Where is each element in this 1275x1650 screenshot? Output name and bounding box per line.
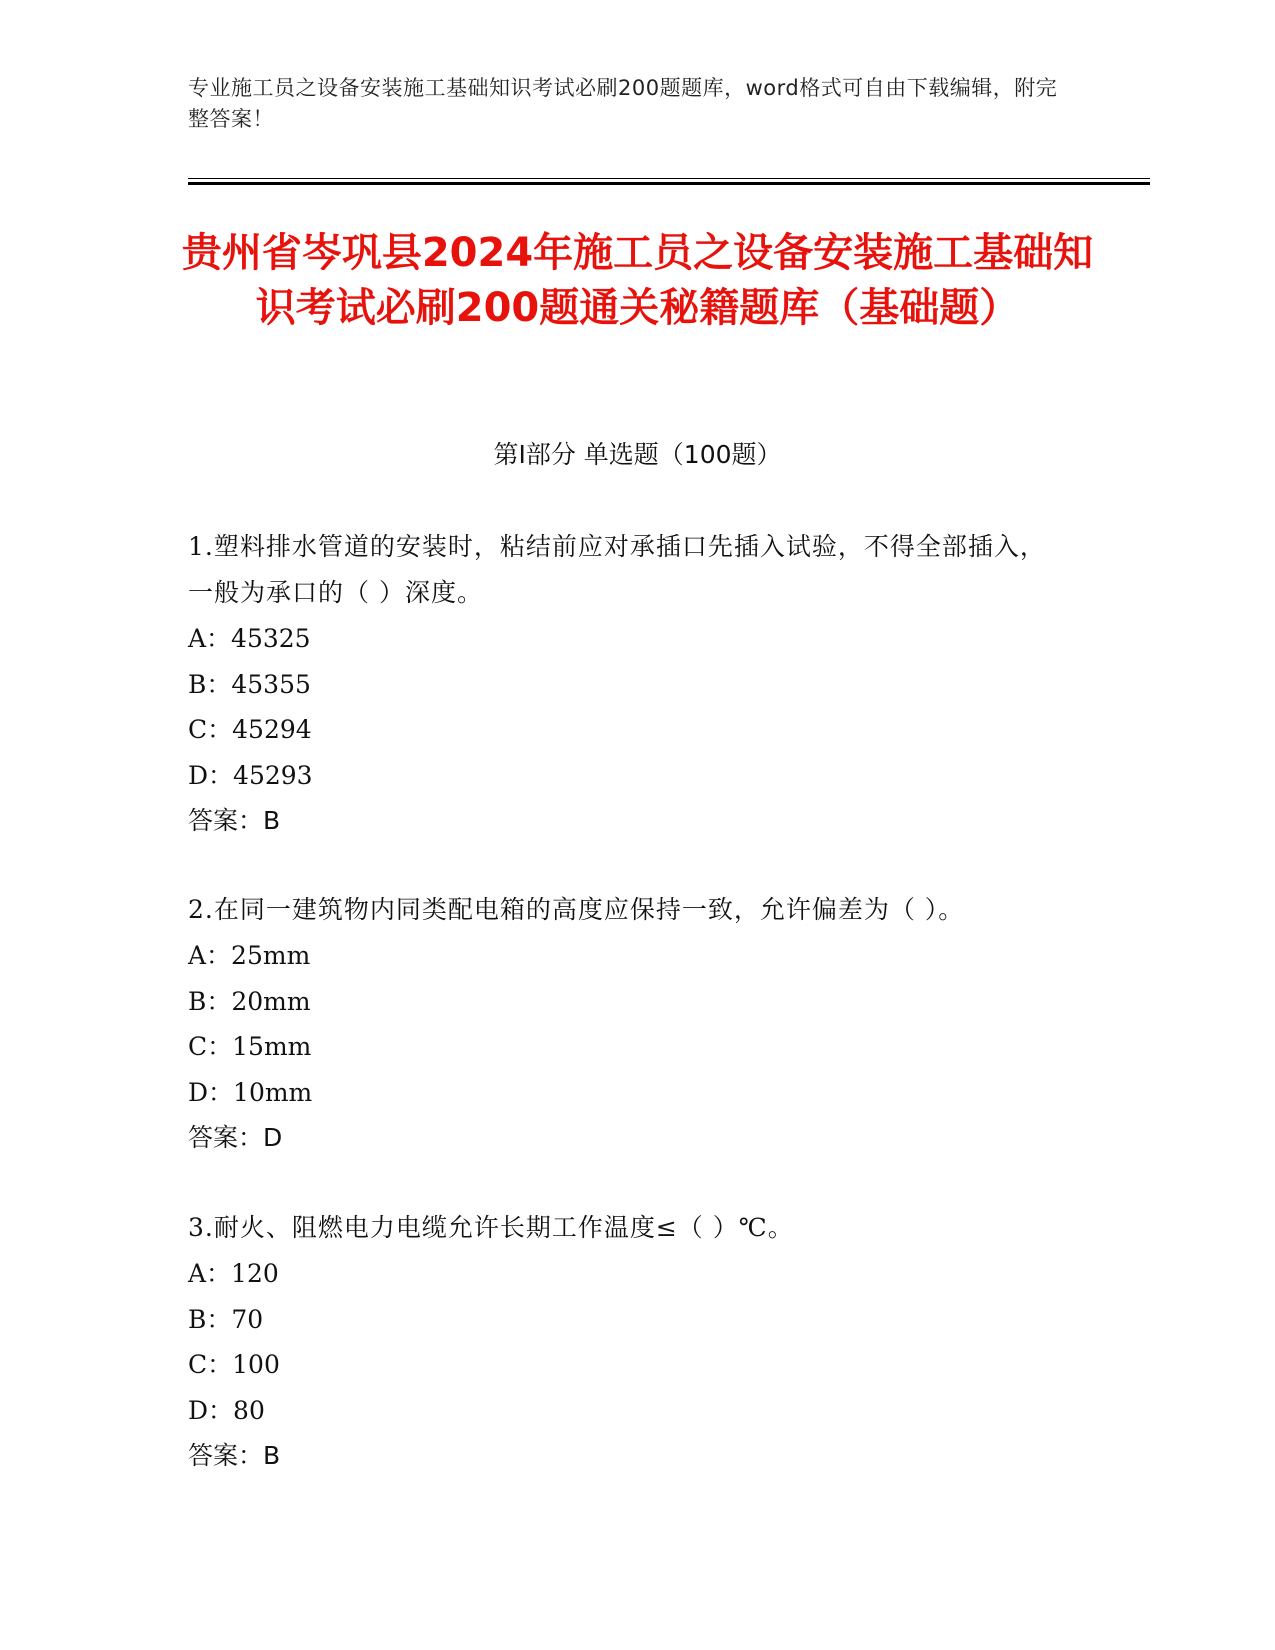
option-c: C：45294 [188, 715, 312, 744]
option-d: D：80 [188, 1395, 265, 1425]
document-title: 贵州省岑巩县2024年施工员之设备安装施工基础知识考试必刷200题通关秘籍题库（基础题） [181, 230, 1094, 331]
question-text: 2.在同一建筑物内同类配电箱的高度应保持一致，允许偏差为（ ）。 [188, 895, 965, 924]
header-note: 专业施工员之设备安装施工基础知识考试必刷200题题库，word格式可自由下载编辑，附完整答案！ [188, 76, 1058, 131]
option-b: B：45355 [188, 669, 311, 699]
answer-line: 答案：B [188, 1441, 281, 1470]
question-3 [188, 1205, 1068, 1479]
option-a: A：120 [188, 1259, 279, 1288]
option-b: B：20mm [188, 986, 311, 1016]
question-1 [188, 524, 1068, 844]
header-rule-thin [188, 178, 1150, 179]
question-text: 3.耐火、阻燃电力电缆允许长期工作温度≤（ ）℃。 [188, 1213, 794, 1242]
option-d: D：45293 [188, 760, 313, 790]
question-text: 1.塑料排水管道的安装时，粘结前应对承插口先插入试验，不得全部插入，一般为承口的（ ）深度。 [188, 532, 1046, 607]
option-c: C：100 [188, 1350, 280, 1379]
answer-line: 答案：B [188, 806, 281, 835]
answer-line: 答案：D [188, 1123, 283, 1152]
option-d: D：10mm [188, 1077, 313, 1107]
option-a: A：45325 [188, 624, 311, 653]
option-b: B：70 [188, 1304, 264, 1334]
question-2 [188, 887, 1068, 1161]
header-rule-thick [188, 182, 1150, 185]
section-heading: 第I部分 单选题（100题） [493, 440, 782, 469]
option-a: A：25mm [188, 941, 311, 970]
option-c: C：15mm [188, 1032, 312, 1061]
